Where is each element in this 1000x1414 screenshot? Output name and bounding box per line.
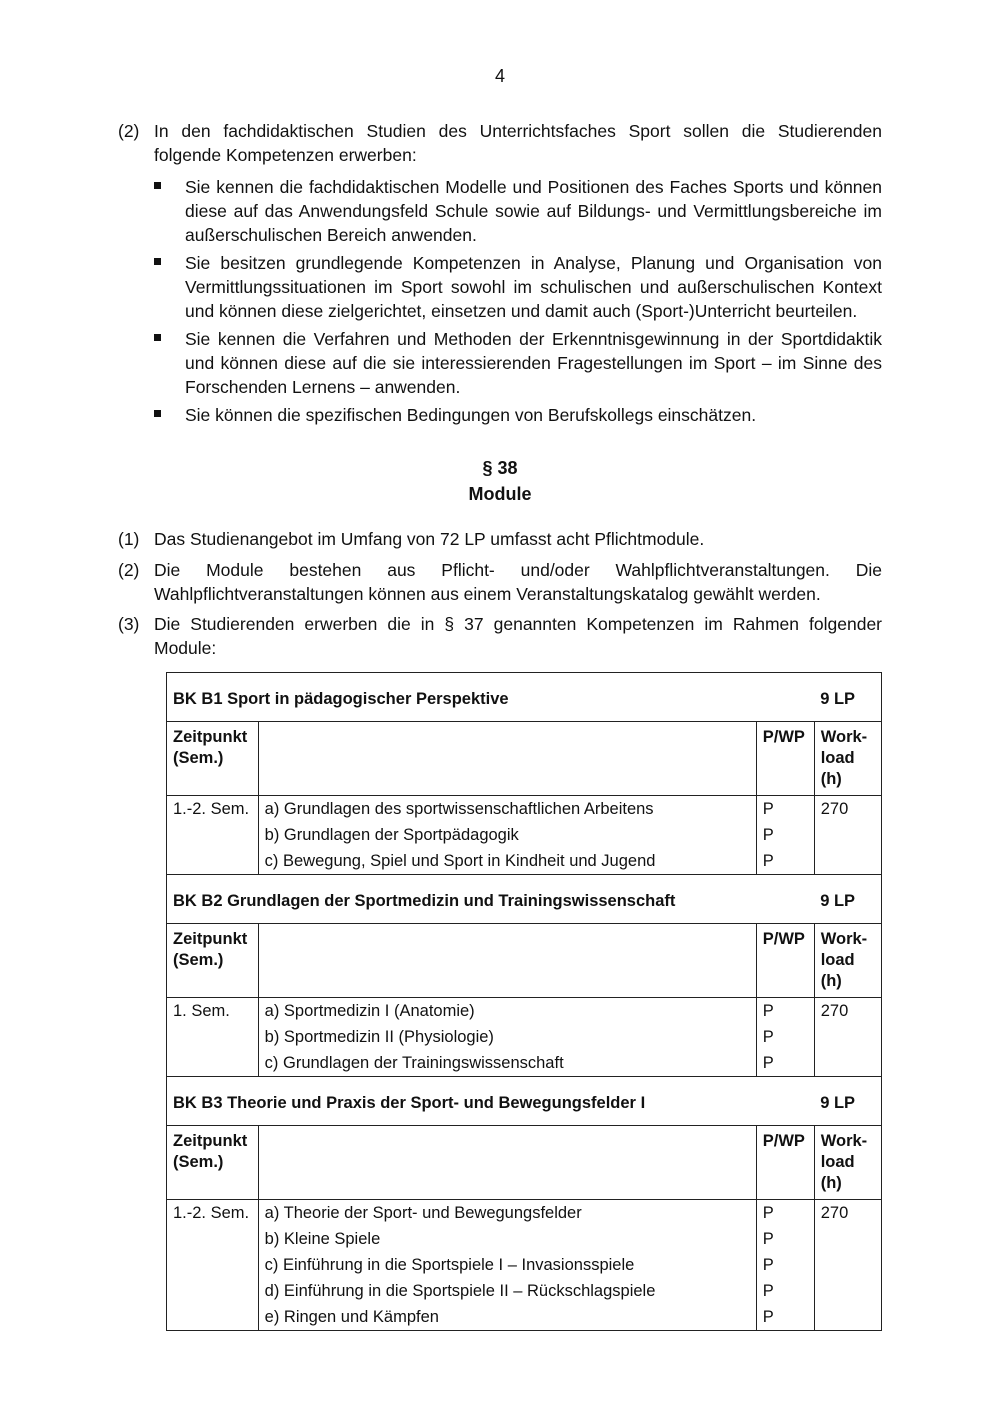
table-row [167,848,882,875]
type-cell: P [756,1200,814,1227]
type-cell: P [756,1252,814,1278]
course-cell: c) Grundlagen der Trainingswissenschaft [258,1050,756,1077]
type-cell: P [756,1304,814,1331]
table-header-row [167,924,882,998]
semester-cell: 1.-2. Sem. [167,796,259,823]
module-table [166,672,882,1331]
competence-paragraph [118,119,882,167]
module-title: BK B1 Sport in pädagogischer Perspektive [167,673,815,722]
numbered-item: (2) Die Module bestehen aus Pflicht- und/oder Wahlpflichtveranstaltungen. Die Wahlpflichtveranstaltungen können aus einem Veranstaltungskatalog gewählt werden. [118,560,882,604]
semester-cell: 1. Sem. [167,998,259,1025]
course-cell: c) Bewegung, Spiel und Sport in Kindheit und Jugend [258,848,756,875]
table-row [167,822,882,848]
course-cell: a) Theorie der Sport- und Bewegungsfelder [258,1200,756,1227]
semester-cell: 1.-2. Sem. [167,1200,259,1227]
paragraph-number: (2) [118,121,140,141]
type-cell: P [756,1226,814,1252]
section-number: § 38 [482,458,518,478]
table-row [167,796,882,823]
module-title-row [167,1077,882,1126]
table-header-row [167,1126,882,1200]
course-cell: e) Ringen und Kämpfen [258,1304,756,1331]
numbered-item: (3) Die Studierenden erwerben die in § 37 genannten Kompetenzen im Rahmen folgender Module: [118,614,882,658]
page-number: 4 [494,66,505,86]
course-cell: a) Grundlagen des sportwissenschaftlichen Arbeitens [258,796,756,823]
paragraph-text: In den fachdidaktischen Studien des Unterrichtsfaches Sport sollen die Studierenden folgende Kompetenzen erwerben: [154,121,882,165]
module-title-row [167,875,882,924]
header-workload: Work-load (h) [814,924,881,998]
type-cell: P [756,1050,814,1077]
table-row [167,1226,882,1252]
header-zeitpunkt: Zeitpunkt (Sem.) [167,722,259,796]
workload-cell: 270 [814,998,881,1025]
list-item: Sie können die spezifischen Bedingungen von Berufskollegs einschätzen. [154,403,882,427]
header-pwp: P/WP [756,1126,814,1200]
table-row [167,1304,882,1331]
table-row [167,1278,882,1304]
list-item: Sie kennen die Verfahren und Methoden der Erkenntnisgewinnung in der Sportdidaktik und können diese auf die sie interessierenden Fragestellungen im Sport – im Sinne des Forschenden Lernens – anwenden. [154,327,882,399]
course-cell: b) Grundlagen der Sportpädagogik [258,822,756,848]
table-row [167,998,882,1025]
type-cell: P [756,848,814,875]
header-workload: Work-load (h) [814,1126,881,1200]
course-cell: b) Sportmedizin II (Physiologie) [258,1024,756,1050]
list-item: Sie besitzen grundlegende Kompetenzen in Analyse, Planung und Organisation von Vermittlungssituationen im Sport sowohl im schulischen und außerschulischen Kontext und können diese zielgerichtet, einsetzen und damit auch (Sport-)Unterricht beurteilen. [154,251,882,323]
module-title-row [167,673,882,722]
workload-cell: 270 [814,796,881,823]
table-row [167,1050,882,1077]
header-pwp: P/WP [756,722,814,796]
table-row [167,1252,882,1278]
module-credits: 9 LP [814,673,881,722]
header-zeitpunkt: Zeitpunkt (Sem.) [167,924,259,998]
square-bullet-icon [154,334,161,341]
square-bullet-icon [154,182,161,189]
module-credits: 9 LP [814,875,881,924]
table-header-row [167,722,882,796]
square-bullet-icon [154,258,161,265]
module-credits: 9 LP [814,1077,881,1126]
course-cell: c) Einführung in die Sportspiele I – Invasionsspiele [258,1252,756,1278]
module-title: BK B2 Grundlagen der Sportmedizin und Trainingswissenschaft [167,875,815,924]
header-workload: Work-load (h) [814,722,881,796]
course-cell: a) Sportmedizin I (Anatomie) [258,998,756,1025]
list-item: Sie kennen die fachdidaktischen Modelle und Positionen des Faches Sports und können diese auf das Anwendungsfeld Schule sowie auf Bildungs- und Vermittlungsbereiche im außerschulischen Bereich anwenden. [154,175,882,247]
header-pwp: P/WP [756,924,814,998]
course-cell: b) Kleine Spiele [258,1226,756,1252]
type-cell: P [756,1024,814,1050]
square-bullet-icon [154,410,161,417]
numbered-item: (1) Das Studienangebot im Umfang von 72 LP umfasst acht Pflichtmodule. [118,529,705,549]
module-title: BK B3 Theorie und Praxis der Sport- und Bewegungsfelder I [167,1077,815,1126]
table-row [167,1200,882,1227]
table-row [167,1024,882,1050]
type-cell: P [756,1278,814,1304]
header-zeitpunkt: Zeitpunkt (Sem.) [167,1126,259,1200]
type-cell: P [756,796,814,823]
type-cell: P [756,822,814,848]
type-cell: P [756,998,814,1025]
section-title: Module [468,484,532,504]
course-cell: d) Einführung in die Sportspiele II – Rückschlagspiele [258,1278,756,1304]
competence-list [154,175,882,431]
workload-cell: 270 [814,1200,881,1227]
